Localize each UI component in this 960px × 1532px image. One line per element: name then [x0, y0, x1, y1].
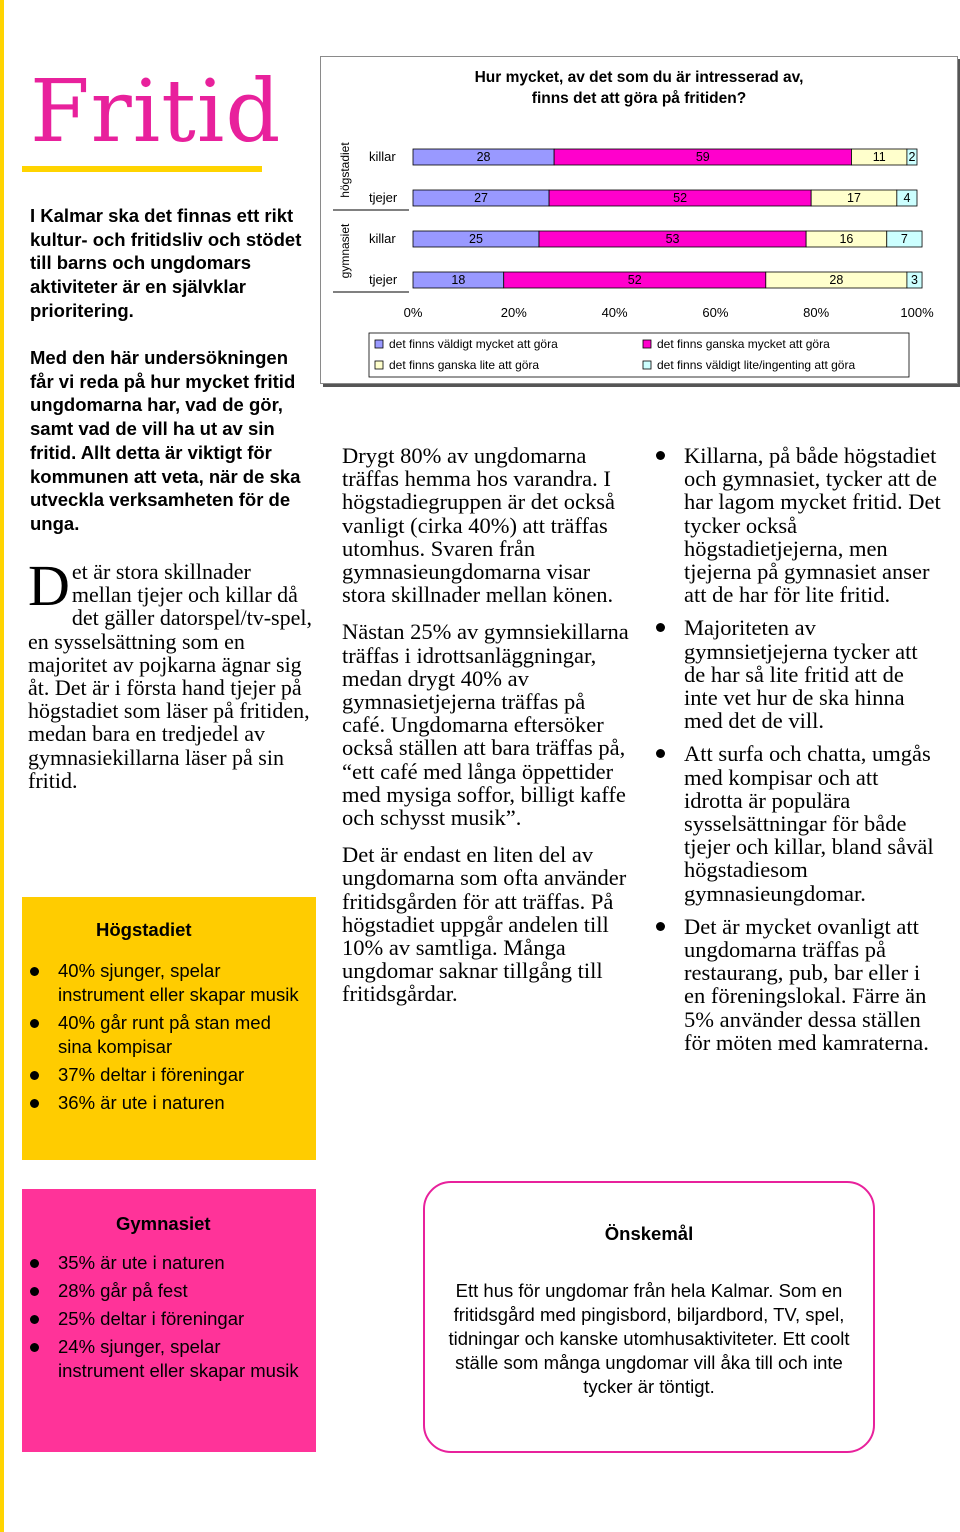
onskemal-text: Ett hus för ungdomar från hela Kalmar. Som en fritidsgård med pingisbord, biljardbord, TV, spel, tidningar och kanske utomhusaktiviteter. Ett coolt ställe som många ungdomar vill åka till och inte tycker är töntigt.: [448, 1280, 850, 1397]
list-item: 28% går på fest: [22, 1279, 306, 1303]
legend-swatch: [375, 361, 383, 369]
bullet-item: [652, 444, 942, 606]
x-tick-label: 0%: [403, 305, 423, 320]
bullet-icon: [30, 1019, 39, 1028]
data-label: 3: [911, 273, 918, 287]
row-label: tjejer: [369, 272, 398, 287]
data-label: 16: [839, 232, 854, 246]
bullet-item: [652, 915, 942, 1054]
data-label: 2: [908, 150, 916, 164]
bullet-text: Att surfa och chatta, umgås med kompisar och att idrotta är populära sysselsättningar för både tjejer och killar, bland såväl högstadiesom gymnasieungdomar.: [684, 741, 934, 906]
bullet-text: Det är mycket ovanligt att ungdomarna träffas på restaurang, pub, bar eller i en föreningslokal. Färre än 5% använder dessa ställen för möten med kamraterna.: [684, 913, 929, 1055]
gymnasiet-title: Gymnasiet: [116, 1213, 211, 1234]
data-label: 18: [451, 273, 466, 287]
intro-paragraph-1: I Kalmar ska det finnas ett rikt kultur- och fritidsliv och stödet till barns och ungdomars aktiviteter är en självklar prioritering.: [30, 205, 302, 321]
legend-swatch: [643, 361, 651, 369]
legend-label: det finns väldigt lite/ingenting att göra: [657, 358, 856, 372]
data-label: 25: [469, 232, 483, 246]
intro-paragraph-2: Med den här undersökningen får vi reda på hur mycket fritid ungdomarna har, vad de gör, samt vad de vill ha ut av sin fritid. Allt detta är viktigt för kommunen att veta, när de ska utveckla verksamheten för de unga.: [30, 347, 301, 534]
bullet-icon: [30, 1259, 39, 1268]
data-label: 52: [627, 273, 642, 287]
bullet-text: Killarna, på både högstadiet och gymnasiet, tycker att de har lagom mycket fritid. Det tycker också högstadietjejerna, men tjejerna på gymnasiet anser att de har för lite fritid.: [684, 443, 941, 608]
middle-paragraph: Nästan 25% av gymnsiekillarna träffas i idrottsanläggningar, medan drygt 40% av gymnasietjejerna träffas på café. Ungdomarna eftersöker också ställen att bara träffas på, “ett café med långa öppettider med mysiga soffor, billigt kaffe och schysst musik”.: [342, 619, 629, 831]
bullet-icon: [656, 749, 665, 758]
data-label: 11: [872, 150, 886, 164]
data-label: 27: [474, 191, 488, 205]
x-tick-label: 100%: [900, 305, 934, 320]
bullet-icon: [30, 1287, 39, 1296]
bullet-icon: [656, 451, 665, 460]
data-label: 4: [903, 191, 911, 205]
bullet-item: [652, 742, 942, 904]
bullet-icon: [30, 1071, 39, 1080]
list-item: 24% sjunger, spelar instrument eller skapar musik: [22, 1335, 306, 1383]
legend-swatch: [375, 340, 383, 348]
row-label: killar: [369, 149, 396, 164]
stacked-bar-chart: [321, 57, 957, 383]
row-label: killar: [369, 231, 396, 246]
bullet-icon: [656, 922, 665, 931]
hogstadiet-box: [22, 897, 316, 1160]
x-tick-label: 60%: [702, 305, 729, 320]
gymnasiet-box: [22, 1189, 316, 1452]
bullet-icon: [656, 623, 665, 632]
hogstadiet-title: Högstadiet: [96, 919, 192, 940]
chart-title: Hur mycket, av det som du är intresserad av, finns det att göra på fritiden?: [474, 69, 804, 107]
data-label: 53: [665, 232, 680, 246]
middle-column: [342, 444, 632, 1020]
list-item: 25% deltar i föreningar: [22, 1307, 306, 1331]
right-column: [652, 444, 942, 1064]
data-label: 7: [900, 232, 908, 246]
left-serif-text: et är stora skillnader mellan tjejer och killar då det gäller datorspel/tv-spel, en sysselsättning som en majoritet av pojkarna ägnar sig åt. Det är i första hand tjejer på högstadiet som läser på fritiden, medan bara en tredjedel av gymnasiekillarna läser på sin fritid.: [28, 559, 312, 793]
list-item: 40% sjunger, spelar instrument eller skapar musik: [22, 959, 306, 1007]
drop-cap: D: [28, 553, 70, 618]
bullet-icon: [30, 1343, 39, 1352]
middle-paragraph: Det är endast en liten del av ungdomarna som ofta använder fritidsgården för att träffas. På högstadiet uppgår andelen till 10% av samtliga. Många ungdomar saknar tillgång till fritidsgårdar.: [342, 842, 627, 1007]
data-label: 28: [829, 273, 844, 287]
bullet-text: Majoriteten av gymnsietjejerna tycker att de har så lite fritid att de inte vet hur de ska hinna med det de vill.: [684, 615, 918, 734]
x-tick-label: 40%: [601, 305, 628, 320]
bullet-icon: [30, 1099, 39, 1108]
x-tick-label: 20%: [500, 305, 527, 320]
legend-label: det finns väldigt mycket att göra: [389, 337, 558, 351]
legend-label: det finns ganska lite att göra: [389, 358, 540, 372]
data-label: 28: [476, 150, 491, 164]
onskemal-box: [423, 1181, 875, 1453]
title-underline: [22, 166, 262, 172]
legend-swatch: [643, 340, 651, 348]
middle-paragraph: Drygt 80% av ungdomarna träffas hemma hos varandra. I högstadiegruppen är det också vanligt (cirka 40%) att träffas utomhus. Svaren från gymnasieungdomarna visar stora skillnader mellan könen.: [342, 443, 616, 608]
list-item: 36% är ute i naturen: [22, 1091, 306, 1115]
data-label: 52: [673, 191, 688, 205]
legend-label: det finns ganska mycket att göra: [657, 337, 830, 351]
bullet-item: [652, 616, 942, 732]
x-tick-label: 80%: [803, 305, 830, 320]
chart-panel: [320, 56, 958, 384]
row-label: tjejer: [369, 190, 398, 205]
group-label: högstadiet: [338, 142, 352, 198]
left-margin-rule: [0, 0, 4, 1532]
list-item: 35% är ute i naturen: [22, 1251, 306, 1275]
left-serif-paragraph: [28, 553, 313, 793]
data-label: 59: [695, 150, 710, 164]
onskemal-title: Önskemål: [604, 1223, 694, 1244]
bullet-icon: [30, 967, 39, 976]
list-item: 37% deltar i föreningar: [22, 1063, 306, 1087]
page-title: Fritid: [30, 62, 282, 162]
list-item: 40% går runt på stan med sina kompisar: [22, 1011, 306, 1059]
bullet-icon: [30, 1315, 39, 1324]
group-label: gymnasiet: [338, 223, 352, 279]
data-label: 17: [847, 191, 861, 205]
